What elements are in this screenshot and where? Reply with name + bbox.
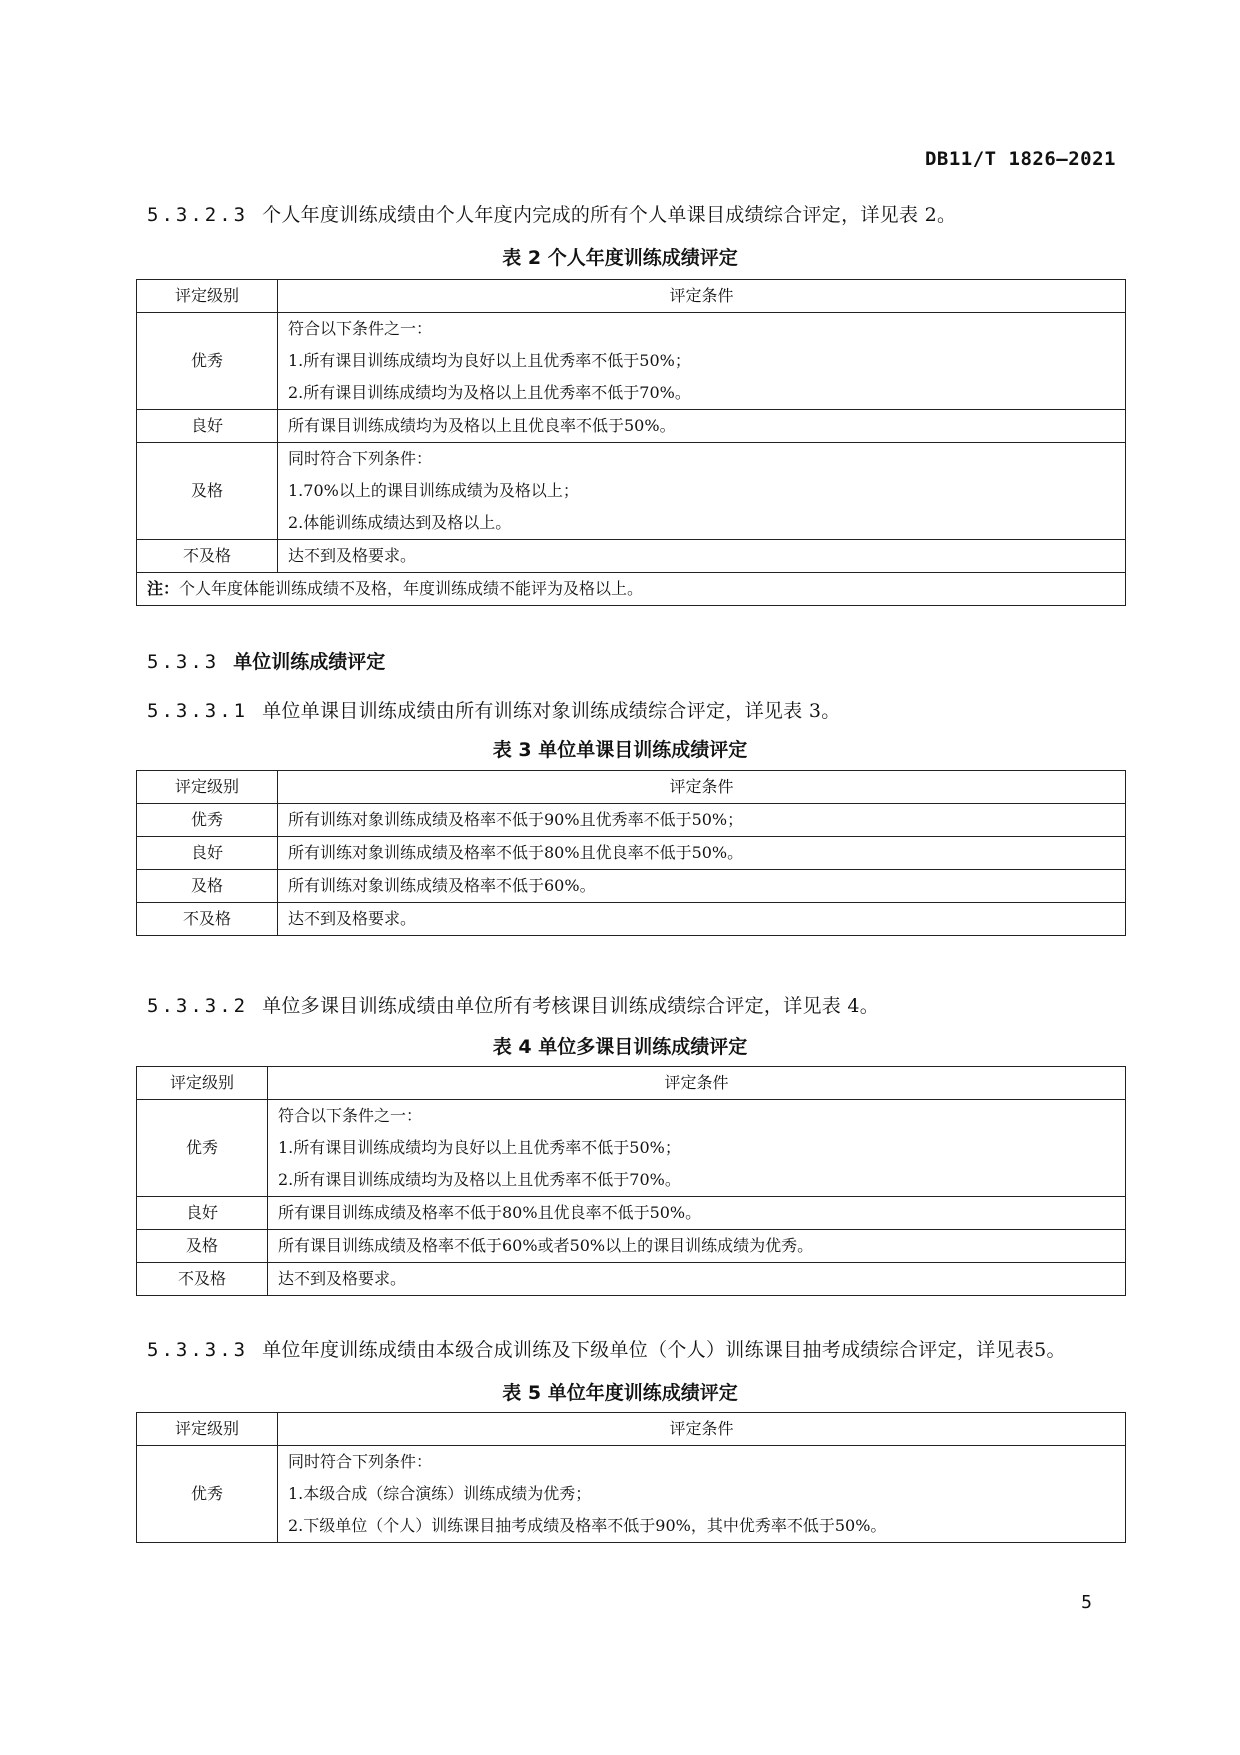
level-cell: 优秀 <box>137 1446 278 1543</box>
clause-number: 5.3.3.2 <box>147 995 249 1017</box>
level-cell: 及格 <box>137 1230 268 1263</box>
page-number: 5 <box>1081 1592 1092 1613</box>
condition-line: 2.体能训练成绩达到及格以上。 <box>288 513 512 532</box>
level-cell: 良好 <box>137 410 278 443</box>
table-row <box>137 1230 1126 1263</box>
table4-caption: 表 4 单位多课目训练成绩评定 <box>492 1036 748 1058</box>
col-level-header: 评定级别 <box>137 280 278 313</box>
table-header-row <box>137 1413 1126 1446</box>
table-note-row <box>137 573 1126 606</box>
table-row <box>137 804 1126 837</box>
condition-cell <box>278 443 1126 540</box>
condition-cell: 达不到及格要求。 <box>268 1263 1126 1296</box>
clause-number: 5.3.3.1 <box>147 700 249 722</box>
table2 <box>136 279 1126 606</box>
level-cell: 优秀 <box>137 1100 268 1197</box>
condition-line: 符合以下条件之一： <box>288 319 433 338</box>
table-row <box>137 313 1126 410</box>
clause-5-3-3-1 <box>147 696 841 723</box>
clause-5-3-2-3 <box>147 200 956 227</box>
level-cell: 及格 <box>137 870 278 903</box>
table-header-row <box>137 280 1126 313</box>
condition-line: 1.所有课目训练成绩均为良好以上且优秀率不低于50%； <box>288 351 691 370</box>
condition-line: 1.所有课目训练成绩均为良好以上且优秀率不低于50%； <box>278 1138 681 1157</box>
table3 <box>136 770 1126 936</box>
clause-text: 单位单课目训练成绩由所有训练对象训练成绩综合评定，详见表 3。 <box>262 700 841 722</box>
col-level-header: 评定级别 <box>137 1067 268 1100</box>
condition-line: 同时符合下列条件： <box>288 1452 433 1471</box>
condition-cell <box>278 1446 1126 1543</box>
table-row <box>137 870 1126 903</box>
clause-5-3-3-3 <box>147 1335 1066 1362</box>
condition-line: 1.本级合成（综合演练）训练成绩为优秀； <box>288 1484 592 1503</box>
col-condition-header: 评定条件 <box>278 1413 1126 1446</box>
table5 <box>136 1412 1126 1543</box>
condition-line: 2.下级单位（个人）训练课目抽考成绩及格率不低于90%，其中优秀率不低于50%。 <box>288 1516 887 1535</box>
level-cell: 良好 <box>137 1197 268 1230</box>
condition-cell: 所有课目训练成绩及格率不低于80%且优良率不低于50%。 <box>268 1197 1126 1230</box>
table-row <box>137 540 1126 573</box>
table-header-row <box>137 771 1126 804</box>
level-cell: 良好 <box>137 837 278 870</box>
section-heading-5-3-3 <box>147 647 385 674</box>
condition-cell: 达不到及格要求。 <box>278 903 1126 936</box>
table-header-row <box>137 1067 1126 1100</box>
col-condition-header: 评定条件 <box>268 1067 1126 1100</box>
condition-cell: 所有课目训练成绩均为及格以上且优良率不低于50%。 <box>278 410 1126 443</box>
clause-text: 个人年度训练成绩由个人年度内完成的所有个人单课目成绩综合评定，详见表 2。 <box>262 204 957 226</box>
level-cell: 优秀 <box>137 313 278 410</box>
table-row <box>137 837 1126 870</box>
level-cell: 不及格 <box>137 1263 268 1296</box>
table-row <box>137 903 1126 936</box>
condition-line: 符合以下条件之一： <box>278 1106 423 1125</box>
clause-text: 单位多课目训练成绩由单位所有考核课目训练成绩综合评定，详见表 4。 <box>262 995 880 1017</box>
col-level-header: 评定级别 <box>137 1413 278 1446</box>
col-level-header: 评定级别 <box>137 771 278 804</box>
level-cell: 不及格 <box>137 903 278 936</box>
level-cell: 及格 <box>137 443 278 540</box>
clause-number: 5.3.2.3 <box>147 204 249 226</box>
table-row <box>137 1100 1126 1197</box>
table-row <box>137 1446 1126 1543</box>
table-row <box>137 1197 1126 1230</box>
table4 <box>136 1066 1126 1296</box>
condition-cell: 所有课目训练成绩及格率不低于60%或者50%以上的课目训练成绩为优秀。 <box>268 1230 1126 1263</box>
col-condition-header: 评定条件 <box>278 771 1126 804</box>
level-cell: 优秀 <box>137 804 278 837</box>
condition-line: 1.70%以上的课目训练成绩为及格以上； <box>288 481 579 500</box>
condition-cell: 所有训练对象训练成绩及格率不低于80%且优良率不低于50%。 <box>278 837 1126 870</box>
section-number: 5.3.3 <box>147 651 220 673</box>
document-code: DB11/T 1826—2021 <box>924 148 1116 170</box>
level-cell: 不及格 <box>137 540 278 573</box>
clause-number: 5.3.3.3 <box>147 1339 249 1361</box>
table-row <box>137 410 1126 443</box>
condition-cell <box>278 313 1126 410</box>
table5-caption: 表 5 单位年度训练成绩评定 <box>502 1382 738 1404</box>
section-title: 单位训练成绩评定 <box>233 651 386 673</box>
note-text: 个人年度体能训练成绩不及格，年度训练成绩不能评为及格以上。 <box>179 579 644 598</box>
condition-cell: 达不到及格要求。 <box>278 540 1126 573</box>
clause-text: 单位年度训练成绩由本级合成训练及下级单位（个人）训练课目抽考成绩综合评定，详见表5。 <box>262 1339 1066 1361</box>
condition-line: 2.所有课目训练成绩均为及格以上且优秀率不低于70%。 <box>288 383 691 402</box>
col-condition-header: 评定条件 <box>278 280 1126 313</box>
table3-caption: 表 3 单位单课目训练成绩评定 <box>492 739 748 761</box>
condition-cell: 所有训练对象训练成绩及格率不低于90%且优秀率不低于50%； <box>278 804 1126 837</box>
clause-5-3-3-2 <box>147 991 879 1018</box>
table-row <box>137 443 1126 540</box>
note-label: 注： <box>147 579 180 598</box>
condition-cell: 所有训练对象训练成绩及格率不低于60%。 <box>278 870 1126 903</box>
table2-caption: 表 2 个人年度训练成绩评定 <box>502 247 738 269</box>
condition-cell <box>268 1100 1126 1197</box>
condition-line: 同时符合下列条件： <box>288 449 433 468</box>
condition-line: 2.所有课目训练成绩均为及格以上且优秀率不低于70%。 <box>278 1170 681 1189</box>
table-note <box>137 573 1126 606</box>
table-row <box>137 1263 1126 1296</box>
